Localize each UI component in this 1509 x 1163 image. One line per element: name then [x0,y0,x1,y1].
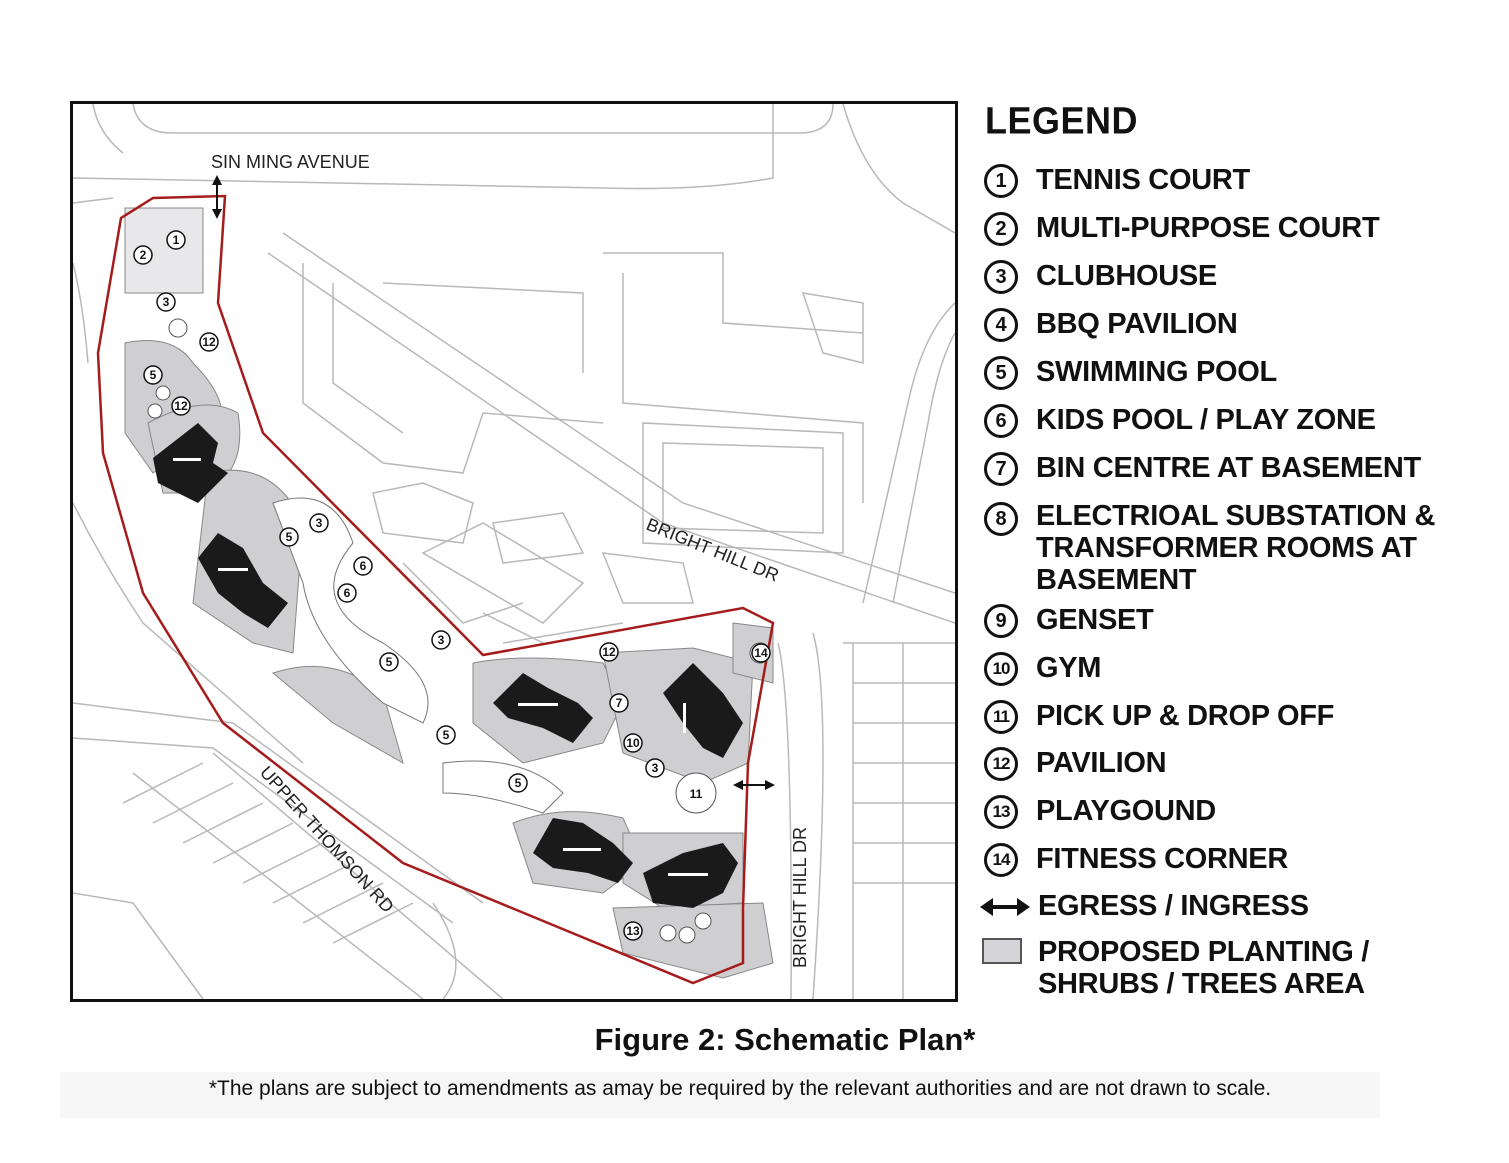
road-label-upper-thomson: UPPER THOMSON RD [256,762,398,917]
number-badge-icon: 3 [984,260,1018,294]
marker [690,787,703,801]
marker [437,726,455,744]
legend-item-genset [980,604,1153,638]
svg-text:6: 6 [343,586,351,600]
svg-text:5: 5 [385,655,393,669]
marker [338,584,356,602]
svg-text:5: 5 [149,368,157,382]
legend-label: PLAYGOUND [1036,795,1216,827]
legend-label: FITNESS CORNER [1036,843,1288,875]
svg-text:2: 2 [139,248,147,262]
number-badge-icon: 10 [984,652,1018,686]
number-badge-icon: 8 [984,502,1018,536]
svg-text:12: 12 [602,645,616,659]
double-arrow-icon [980,890,1030,924]
marker [432,631,450,649]
site-plan-map [70,101,958,1002]
legend-label: BBQ PAVILION [1036,308,1238,340]
number-badge-icon: 6 [984,404,1018,438]
svg-text:5: 5 [514,776,522,790]
svg-text:5: 5 [285,530,293,544]
road-label-sin-ming: SIN MING AVENUE [211,152,370,172]
legend-item-playground [980,795,1216,829]
number-badge-icon: 5 [984,356,1018,390]
svg-text:6: 6 [359,559,367,573]
marker [200,333,218,351]
legend-label: PROPOSED PLANTING / SHRUBS / TREES AREA [1038,936,1370,1000]
legend-label: BIN CENTRE AT BASEMENT [1036,452,1421,484]
svg-text:12: 12 [202,335,216,349]
number-badge-icon: 9 [984,604,1018,638]
legend-label: GYM [1036,652,1102,684]
planting-swatch [982,938,1022,964]
legend-label: GENSET [1036,604,1154,636]
svg-text:7: 7 [615,696,623,710]
legend-label: PAVILION [1036,747,1167,779]
legend-label: MULTI-PURPOSE COURT [1036,212,1380,244]
marker [172,397,190,415]
legend-item-egress-ingress [980,890,1309,924]
svg-text:3: 3 [315,516,323,530]
svg-text:3: 3 [437,633,445,647]
legend-item-swimming-pool [980,356,1277,390]
legend-item-pick-up-drop-off [980,700,1334,734]
svg-text:1: 1 [172,233,180,247]
svg-text:12: 12 [174,399,188,413]
svg-text:13: 13 [626,924,640,938]
legend-item-clubhouse [980,260,1217,294]
legend-item-multi-purpose-court [980,212,1379,246]
number-badge-icon: 12 [984,747,1018,781]
footnote: *The plans are subject to amendments as amay be required by the relevant authorities and are not drawn to scale. [208,1077,1272,1100]
legend-label: TENNIS COURT [1036,164,1250,196]
legend-item-gym [980,652,1101,686]
svg-text:10: 10 [626,736,640,750]
marker [167,231,185,249]
number-badge-icon: 14 [984,843,1018,877]
number-badge-icon: 1 [984,164,1018,198]
svg-text:3: 3 [162,295,170,309]
legend-item-tennis-court [980,164,1250,198]
marker [610,694,628,712]
legend-item-electrical-substation [980,500,1435,596]
marker [280,528,298,546]
legend-label: CLUBHOUSE [1036,260,1217,292]
svg-text:11: 11 [689,787,703,801]
marker [310,514,328,532]
legend-label: SWIMMING POOL [1036,356,1277,388]
legend-item-kids-pool [980,404,1376,438]
legend-label: EGRESS / INGRESS [1038,890,1309,922]
svg-text:3: 3 [651,761,659,775]
legend-item-fitness-corner [980,843,1288,877]
legend-label: ELECTRIOAL SUBSTATION & TRANSFORMER ROOMS AT BASEMENT [1036,500,1436,596]
marker [380,653,398,671]
marker [624,922,642,940]
marker [157,293,175,311]
legend-item-bbq-pavilion [980,308,1238,342]
marker [134,246,152,264]
marker [354,557,372,575]
marker [646,759,664,777]
marker [144,366,162,384]
marker [600,643,618,661]
number-badge-icon: 7 [984,452,1018,486]
legend-item-planting-area [980,936,1369,1000]
marker [752,644,770,662]
legend-item-bin-centre [980,452,1421,486]
number-badge-icon: 2 [984,212,1018,246]
marker [509,774,527,792]
number-badge-icon: 13 [984,795,1018,829]
legend-title: LEGEND [985,98,1139,142]
legend-label: KIDS POOL / PLAY ZONE [1036,404,1376,436]
site-plan-drawing [73,104,955,999]
svg-text:14: 14 [754,646,768,660]
number-badge-icon: 11 [984,700,1018,734]
legend-label: PICK UP & DROP OFF [1036,700,1335,732]
road-label-bright-hill-diag: BRIGHT HILL DR [643,514,782,586]
marker [624,734,642,752]
legend-item-pavilion [980,747,1166,781]
svg-text:5: 5 [442,728,450,742]
road-label-bright-hill-vert: BRIGHT HILL DR [790,826,810,968]
number-badge-icon: 4 [984,308,1018,342]
figure-caption: Figure 2: Schematic Plan* [594,1022,976,1057]
